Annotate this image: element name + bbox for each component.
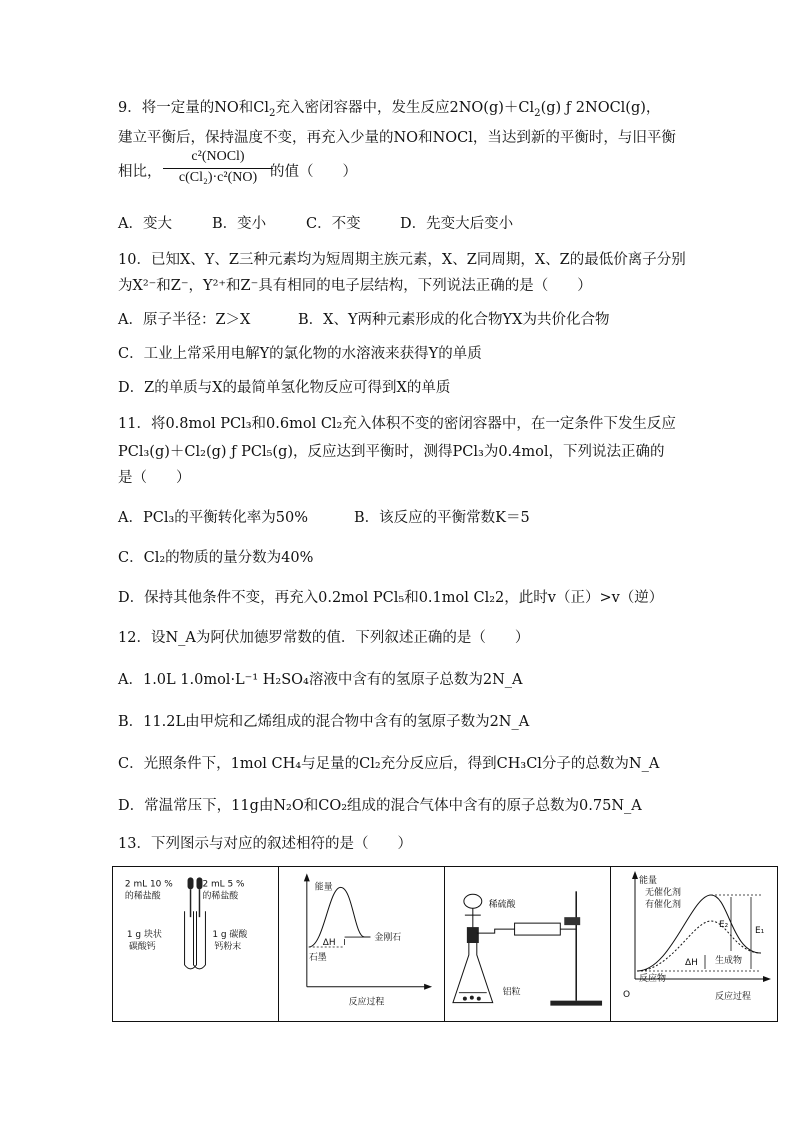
aluminium-grain bbox=[463, 997, 467, 1001]
apparatus-diagram bbox=[445, 867, 610, 1021]
stand-clamp bbox=[564, 917, 580, 925]
energy-curve bbox=[309, 887, 371, 947]
q12-option-b: B．11.2L由甲烷和乙烯组成的混合物中含有的氢原子数为2N_A bbox=[118, 714, 530, 730]
q9-text-a: 9．将一定量的NO和Cl bbox=[118, 100, 270, 116]
acid-label: 稀硫酸 bbox=[488, 900, 516, 911]
q10-option-b: B．X、Y两种元素形成的化合物YX为共价化合物 bbox=[298, 312, 610, 328]
right-solid-name: 钙粉末 bbox=[214, 941, 242, 952]
with-catalyst-label: 有催化剂 bbox=[645, 900, 682, 910]
right-acid-conc: 2 mL 5 % bbox=[202, 879, 245, 890]
reactant-label: 反应物 bbox=[639, 974, 667, 984]
x-axis-label: 反应过程 bbox=[715, 992, 752, 1002]
left-test-tube bbox=[185, 911, 197, 969]
left-acid-name: 的稀盐酸 bbox=[124, 891, 161, 902]
left-acid-conc: 2 mL 10 % bbox=[124, 879, 173, 890]
q12-option-c: C．光照条件下，1mol CH₄与足量的Cl₂充分反应后，得到CH₃Cl分子的总数为N_A bbox=[118, 756, 660, 772]
flask-stopper bbox=[467, 927, 479, 943]
q11-option-a: A．PCl₃的平衡转化率为50% bbox=[118, 510, 309, 526]
graphite-label: 石墨 bbox=[308, 952, 327, 963]
e2-label: E₂ bbox=[719, 920, 729, 930]
figure-a-test-tubes bbox=[113, 867, 279, 1021]
left-solid-name: 碳酸钙 bbox=[128, 941, 156, 952]
q9-text-c: (g) ƒ 2NOCl(g)， bbox=[540, 100, 661, 116]
q10-line1: 10．已知X、Y、Z三种元素均为短周期主族元素，X、Z同周期，X、Z的最低价离子分别 bbox=[118, 252, 686, 268]
figure-b-energy-graphite bbox=[279, 867, 445, 1021]
q12-line1: 12．设N_A为阿伏加德罗常数的值．下列叙述正确的是（ ） bbox=[118, 630, 530, 646]
catalyst-energy-diagram bbox=[611, 867, 777, 1021]
q10-option-a: A．原子半径：Z＞X bbox=[118, 312, 251, 328]
fraction-denominator: c(Cl₂)·c²(NO) bbox=[178, 170, 258, 185]
q9-option-c: C．不变 bbox=[306, 216, 361, 232]
syringe-barrel bbox=[515, 923, 561, 935]
dh-label: ΔH bbox=[322, 937, 336, 948]
q11-option-d: D．保持其他条件不变，再充入0.2mol PCl₅和0.1mol Cl₂2，此时v（正）>v（逆） bbox=[118, 590, 664, 606]
x-axis-label: 反应过程 bbox=[348, 997, 385, 1008]
delivery-tube bbox=[477, 929, 515, 933]
left-dropper-bulb bbox=[188, 877, 194, 889]
q10-line2: 为X²⁻和Z⁻，Y²⁺和Z⁻具有相同的电子层结构，下列说法正确的是（ ） bbox=[118, 278, 592, 294]
right-dropper-bulb bbox=[196, 877, 202, 889]
q9-option-d: D．先变大后变小 bbox=[400, 216, 514, 232]
q9-text-b: 充入密闭容器中，发生反应2NO(g)＋Cl bbox=[275, 100, 535, 116]
q11-line3: 是（ ） bbox=[118, 470, 191, 486]
e1-label: E₁ bbox=[755, 926, 765, 936]
graphite-energy-diagram bbox=[279, 867, 444, 1021]
x-axis-arrow bbox=[763, 976, 771, 982]
q11-line2: PCl₃(g)＋Cl₂(g) ƒ PCl₅(g)，反应达到平衡时，测得PCl₃为0.4mol，下列说法正确的 bbox=[118, 444, 665, 460]
stand-base bbox=[550, 1001, 602, 1006]
q9-line3-suffix: 的值（ ） bbox=[270, 164, 357, 180]
metal-label: 铝粒 bbox=[502, 987, 521, 998]
origin-label: O bbox=[623, 990, 631, 1000]
q10-option-d: D．Z的单质与X的最简单氢化物反应可得到X的单质 bbox=[118, 380, 451, 396]
fraction-numerator: c²(NOCl) bbox=[191, 149, 245, 164]
q11-option-b: B．该反应的平衡常数K＝5 bbox=[354, 510, 530, 526]
aluminium-grain bbox=[477, 997, 481, 1001]
no-catalyst-label: 无催化剂 bbox=[645, 888, 682, 898]
y-axis-label: 能量 bbox=[314, 882, 333, 893]
dh-label: ΔH bbox=[685, 958, 698, 968]
diamond-label: 金刚石 bbox=[374, 933, 402, 944]
q10-option-c: C．工业上常采用电解Y的氯化物的水溶液来获得Y的单质 bbox=[118, 346, 482, 362]
separatory-funnel bbox=[464, 894, 482, 908]
q12-option-d: D．常温常压下，11g由N₂O和CO₂组成的混合气体中含有的原子总数为0.75N_A bbox=[118, 798, 642, 814]
q12-option-a: A．1.0L 1.0mol·L⁻¹ H₂SO₄溶液中含有的氢原子总数为2N_A bbox=[118, 672, 523, 688]
left-solid-mass: 1 g 块状 bbox=[126, 930, 162, 941]
product-label: 生成物 bbox=[715, 956, 743, 966]
right-test-tube bbox=[194, 911, 206, 969]
q9-option-a: A．变大 bbox=[118, 216, 172, 232]
q9-line1: 9．将一定量的NO和$Cl_2$充入密闭容器中，发生反应$2NO(g)+Cl_2(g)$ ƒ 2NOCl(g)， bbox=[118, 100, 661, 119]
y-axis-arrow bbox=[304, 873, 310, 881]
q9-option-b: B．变小 bbox=[212, 216, 267, 232]
conical-flask bbox=[453, 943, 493, 1003]
right-solid-mass: 1 g 碳酸 bbox=[212, 930, 248, 941]
q13-line1: 13．下列图示与对应的叙述相符的是（ ） bbox=[118, 836, 412, 852]
fraction-bar bbox=[163, 168, 273, 169]
q9-fraction bbox=[163, 149, 273, 188]
right-acid-name: 的稀盐酸 bbox=[202, 891, 239, 902]
q11-line1: 11．将0.8mol PCl₃和0.6mol Cl₂充入体积不变的密闭容器中，在一定条件下发生反应 bbox=[118, 416, 676, 432]
q9-line2: 建立平衡后，保持温度不变，再充入少量的NO和NOCl，当达到新的平衡时，与旧平衡 bbox=[118, 130, 676, 146]
q9-line3-prefix: 相比， bbox=[118, 164, 162, 180]
x-axis-arrow bbox=[424, 984, 432, 990]
y-axis-arrow bbox=[632, 871, 638, 879]
figure-d-catalyst-energy bbox=[611, 867, 777, 1021]
y-axis-label: 能量 bbox=[639, 876, 658, 886]
q11-option-c: C．Cl₂的物质的量分数为40% bbox=[118, 550, 314, 566]
aluminium-grain bbox=[470, 996, 474, 1000]
figure-row bbox=[112, 866, 778, 1022]
test-tubes-diagram bbox=[113, 867, 278, 1021]
figure-c-apparatus bbox=[445, 867, 611, 1021]
